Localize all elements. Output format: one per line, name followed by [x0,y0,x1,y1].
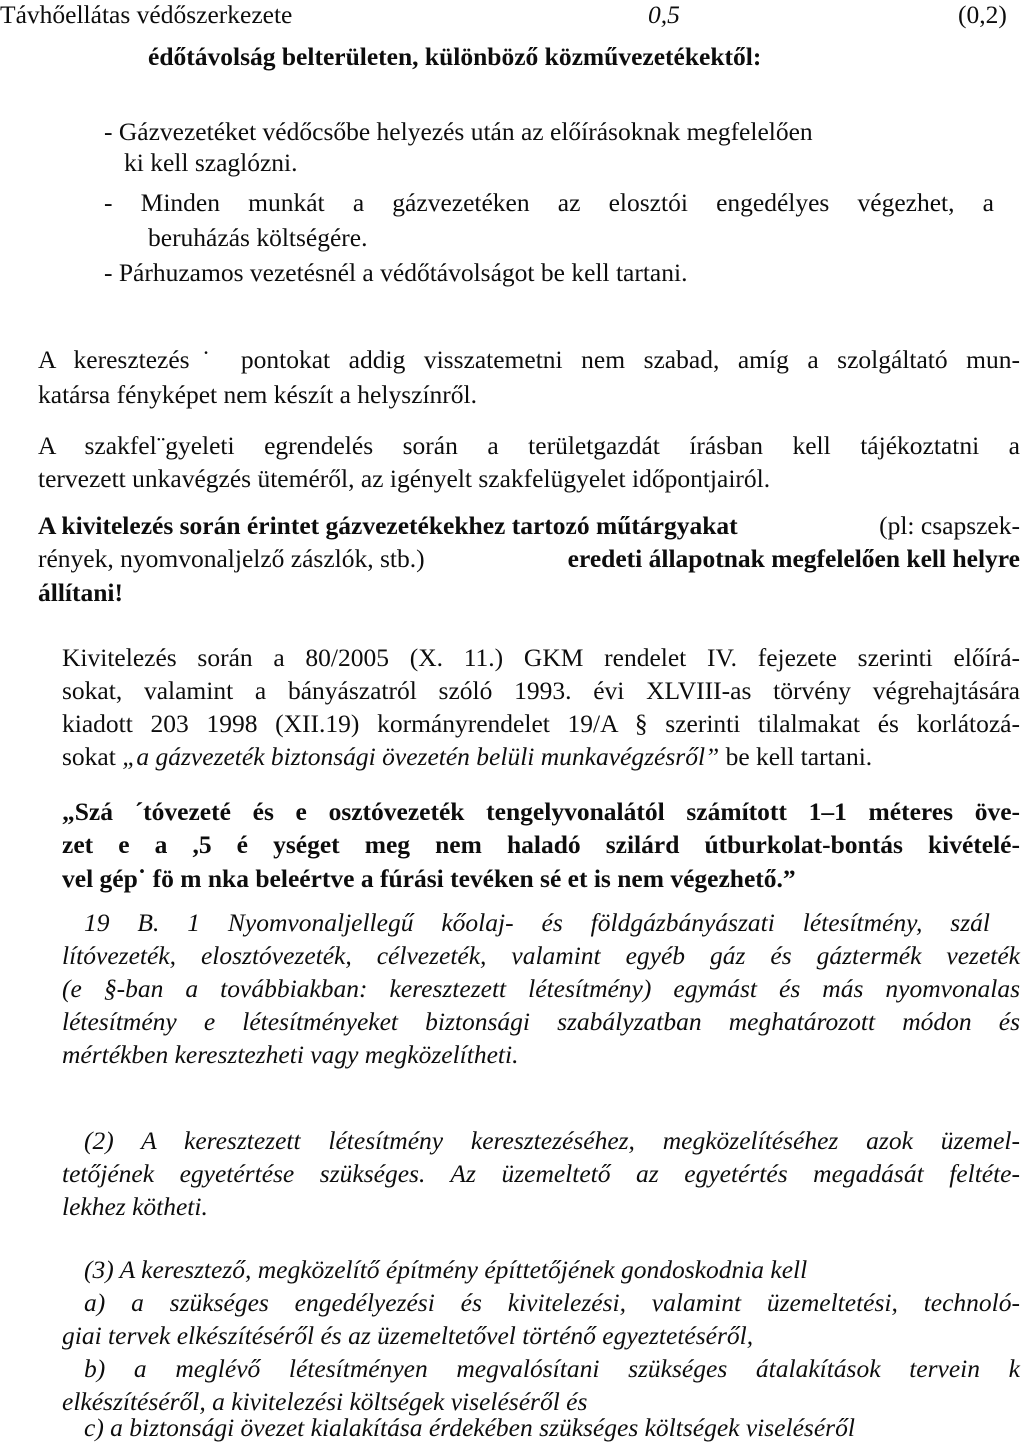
para4-line-4 [62,742,872,772]
law19b-line-4: létesítmény e létesítményeket biztonsági szabályzatban meghatározott módon és [62,1007,1020,1036]
bullet-line-4: beruházás költségére. [148,223,368,252]
para1-line-2: katársa fényképet nem készít a helyszínről. [38,380,477,409]
law3-line-6: c) a biztonsági övezet kialakítása érdekében szükséges költségek viseléséről [84,1413,855,1442]
bullet-line-5: - Párhuzamos vezetésnél a védőtávolságot be kell tartani. [104,258,688,287]
quote-line-3: vel gép˙ fö m nka beleértve a fúrási tevéken sé et is nem végezhető.” [62,864,796,893]
bullet-line-3: - Minden munkát a gázvezetéken az elosztói engedélyes végezhet, a [104,188,994,217]
para4-line-2: sokat, valamint a bányászatról szóló 1993. évi XLVIII-as törvény végrehajtására [62,676,1020,705]
para3-line-1 [38,511,1020,541]
law2-line-2: tetőjének egyetértése szükséges. Az üzemeltető az egyetértés megadását feltéte- [62,1159,1020,1188]
law3-line-2: a) a szükséges engedélyezési és kivitelezési, valamint üzemeltetési, technoló- [84,1288,1020,1317]
law3-line-4: b) a meglévő létesítményen megvalósítani szükséges átalakítások tervein k [84,1354,1020,1383]
para2-line-2: tervezett unkavégzés üteméről, az igényelt szakfelügyelet időpontjairól. [38,464,771,493]
quote-line-2: zet e a ,5 é ységet meg nem haladó szilárd útburkolat-bontás kivételé- [62,830,1020,859]
section-heading: édőtávolság belterületen, különböző közművezetékektől: [148,42,762,71]
para3-line-1-bold: A kivitelezés során érintet gázvezetékekhez tartozó műtárgyakat [38,511,738,540]
para3-line-3: állítani! [38,578,124,607]
para4-line-4-prefix: sokat [62,742,123,771]
law19b-line-1: 19 B. 1 Nyomvonaljellegű kőolaj- és földgázbányászati létesítmény, szál [84,908,990,937]
law2-line-1: (2) A keresztezett létesítmény keresztezéséhez, megközelítéséhez azok üzemel- [84,1126,1020,1155]
top-row-value: 0,5 [648,0,680,29]
law19b-line-3: (e §-ban a továbbiakban: keresztezett létesítmény) egymást és más nyomvonalas [62,974,1020,1003]
para3-line-2 [38,544,1020,574]
para4-line-4-suffix: be kell tartani. [719,742,873,771]
para4-line-1: Kivitelezés során a 80/2005 (X. 11.) GKM rendelet IV. fejezete szerinti előírá- [62,643,1020,672]
law2-line-3: lekhez kötheti. [62,1192,208,1221]
para2-line-1: A szakfel¨gyeleti egrendelés során a területgazdát írásban kell tájékoztatni a [38,431,1020,460]
quote-line-1: „Szá ´tóvezeté és e osztóvezeték tengelyvonalától számított 1–1 méteres öve- [62,797,1020,826]
law3-line-3: giai tervek elkészítéséről és az üzemeltetővel történő egyeztetéséről, [62,1321,754,1350]
para4-line-4-italic: „a gázvezeték biztonsági övezetén belüli munkavégzésről” [122,742,720,771]
para3-line-2-regular: rények, nyomvonaljelző zászlók, stb.) [38,544,425,573]
para3-line-1-regular: (pl: csapszek- [879,511,1020,540]
para4-line-3: kiadott 203 1998 (XII.19) kormányrendelet 19/A § szerinti tilalmakat és korlátozá- [62,709,1020,738]
top-row-paren: (0,2) [958,0,1007,29]
bullet-line-2: ki kell szaglózni. [124,148,298,177]
bullet-line-1: - Gázvezetéket védőcsőbe helyezés után az előírásoknak megfelelően [104,117,813,146]
law19b-line-5: mértékben keresztezheti vagy megközelítheti. [62,1040,519,1069]
law3-line-5: elkészítéséről, a kivitelezési költségek viseléséről és [62,1387,588,1416]
para1-line-1: A keresztezés˙ pontokat addig visszatemetni nem szabad, amíg a szolgáltató mun- [38,345,1020,374]
law3-line-1: (3) A keresztező, megközelítő építmény építtetőjének gondoskodnia kell [84,1255,808,1284]
top-row-label: Távhőellátas védőszerkezete [0,0,293,29]
para3-line-2-bold: eredeti állapotnak megfelelően kell helyre [567,544,1020,573]
law19b-line-2: lítóvezeték, elosztóvezeték, célvezeték, valamint egyéb gáz és gáztermék vezeték [62,941,1020,970]
